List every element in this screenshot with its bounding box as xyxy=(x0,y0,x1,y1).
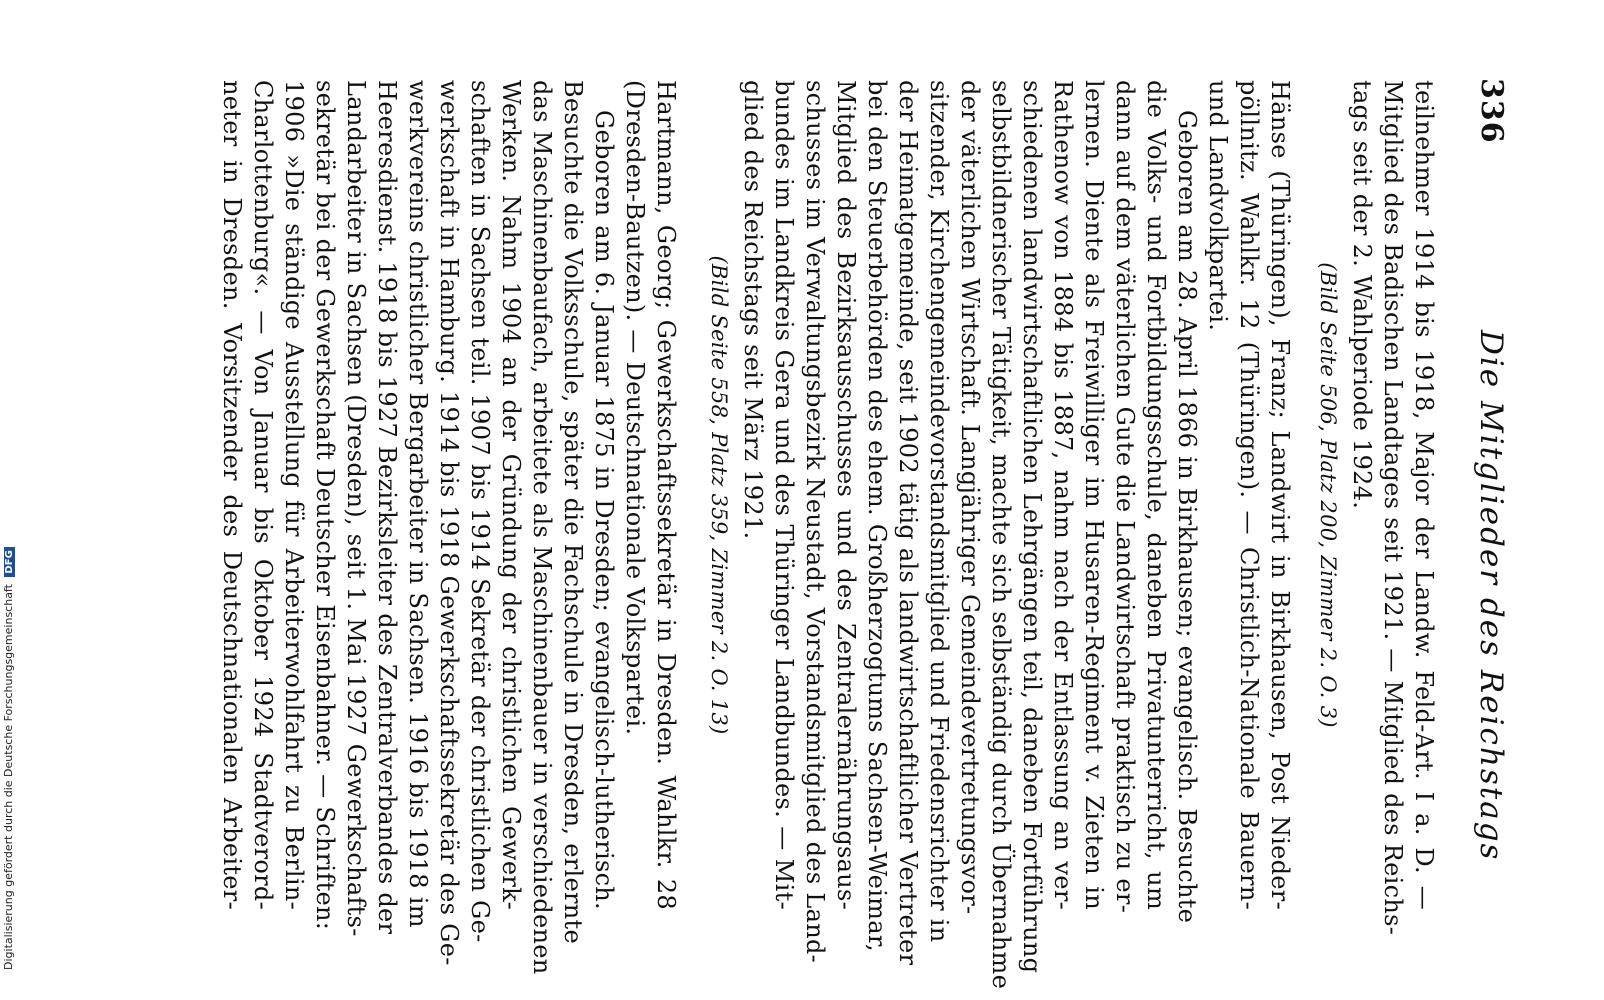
credit-text: Digitalisierung gefördert durch die Deutsche Forschungsgemeinschaft xyxy=(2,584,15,970)
text-line: schusses im Verwaltungsbezirk Neustadt, Vorstandsmitglied des Land- xyxy=(801,80,829,964)
text-line: Geboren am 28. April 1866 in Birkhausen; evangelisch. Besuchte xyxy=(1173,110,1201,924)
text-line: der Heimatgemeinde, seit 1902 tätig als landwirtschaftlicher Vertreter xyxy=(894,80,922,966)
text-line: bundes im Landkreis Gera und des Thüringer Landbundes. — Mit- xyxy=(770,80,798,910)
text-line: Mitglied des Bezirksausschusses und des Zentralernährungsaus- xyxy=(832,80,860,910)
digitization-credit xyxy=(2,550,16,970)
dfg-logo: DFG xyxy=(4,547,15,576)
text-line: Werken. Nahm 1904 an der Gründung der christlichen Gewerk- xyxy=(497,80,525,910)
page-number: 336 xyxy=(1474,78,1509,144)
text-line: bei den Steuerbehörden des ehem. Großherzogtums Sachsen-Weimar, xyxy=(863,80,891,952)
text-line: Heeresdienst. 1918 bis 1927 Bezirksleiter des Zentralverbandes der xyxy=(373,80,401,935)
text-line: Charlottenburg«. — Von Januar bis Oktober 1924 Stadtverord- xyxy=(249,80,277,910)
text-line: lernen. Diente als Freiwilliger im Husaren-Regiment v. Zieten in xyxy=(1080,80,1108,910)
text-line: Landarbeiter in Sachsen (Dresden), seit 1. Mai 1927 Gewerkschafts- xyxy=(342,80,370,937)
text-line: selbstbildnerischer Tätigkeit, machte sich selbständig durch Übernahme xyxy=(987,80,1015,990)
text-line: glied des Reichstags seit März 1921. xyxy=(739,80,767,540)
image-reference: (Bild Seite 506, Platz 200, Zimmer 2. O. 3) xyxy=(1316,262,1340,728)
text-line: Geboren am 6. Januar 1875 in Dresden; evangelisch-lutherisch. xyxy=(590,110,618,910)
entry-heading: Hänse (Thüringen), Franz; Landwirt in Birkhausen, Post Nieder- xyxy=(1266,80,1294,910)
text-line: werkvereins christlicher Bergarbeiter in Sachsen. 1916 bis 1918 im xyxy=(404,80,432,928)
text-line: die Volks- und Fortbildungsschule, daneben Privatunterricht, um xyxy=(1142,80,1170,910)
image-reference: (Bild Seite 558, Platz 359, Zimmer 2. O. 13) xyxy=(707,255,731,735)
running-title: Die Mitglieder des Reichstags xyxy=(1473,330,1509,862)
entry-heading: Hartmann, Georg; Gewerkschaftssekretär in Dresden. Wahlkr. 28 xyxy=(652,80,680,910)
text-line: Mitglied des Badischen Landtages seit 1921. — Mitglied des Reichs- xyxy=(1379,80,1407,936)
text-line: und Landvolkpartei. xyxy=(1204,80,1232,332)
text-line: sekretär bei der Gewerkschaft Deutscher Eisenbahner. — Schriften: xyxy=(311,80,339,931)
page-header xyxy=(1469,0,1509,900)
text-line: neter in Dresden. Vorsitzender des Deutschnationalen Arbeiter- xyxy=(218,80,246,910)
text-line: Besuchte die Volksschule, später die Fachschule in Dresden, erlernte xyxy=(559,80,587,945)
text-line: tags seit der 2. Wahlperiode 1924. xyxy=(1348,80,1376,510)
text-line: pöllnitz. Wahlkr. 12 (Thüringen). — Christlich-Nationale Bauern- xyxy=(1235,80,1263,910)
text-line: teilnehmer 1914 bis 1918, Major der Landw. Feld-Art. I a. D. — xyxy=(1410,80,1438,910)
text-line: schaften in Sachsen teil. 1907 bis 1914 Sekretär der christlichen Ge- xyxy=(466,80,494,943)
rotated-page-content xyxy=(97,0,1517,990)
text-line: (Dresden-Bautzen). — Deutschnationale Volkspartei. xyxy=(621,80,649,736)
text-line: schiedenen landwirtschaftlichen Lehrgängen teil, daneben Fortführung xyxy=(1018,80,1046,974)
text-line: das Maschinenbaufach, arbeitete als Maschinenbauer in verschiedenen xyxy=(528,80,556,975)
text-line: der väterlichen Wirtschaft. Langjähriger Gemeindevertretungsvor- xyxy=(956,80,984,915)
text-line: Rathenow von 1884 bis 1887, nahm nach der Entlassung an ver- xyxy=(1049,80,1077,910)
text-line: 1906 »Die ständige Ausstellung für Arbeiterwohlfahrt zu Berlin- xyxy=(280,80,308,910)
text-line: werkschaft in Hamburg. 1914 bis 1918 Gewerkschaftssekretär des Ge- xyxy=(435,80,463,966)
text-line: dann auf dem väterlichen Gute die Landwirtschaft praktisch zu er- xyxy=(1111,80,1139,914)
text-line: sitzender, Kirchengemeindevorstandsmitglied und Friedensrichter in xyxy=(925,80,953,943)
